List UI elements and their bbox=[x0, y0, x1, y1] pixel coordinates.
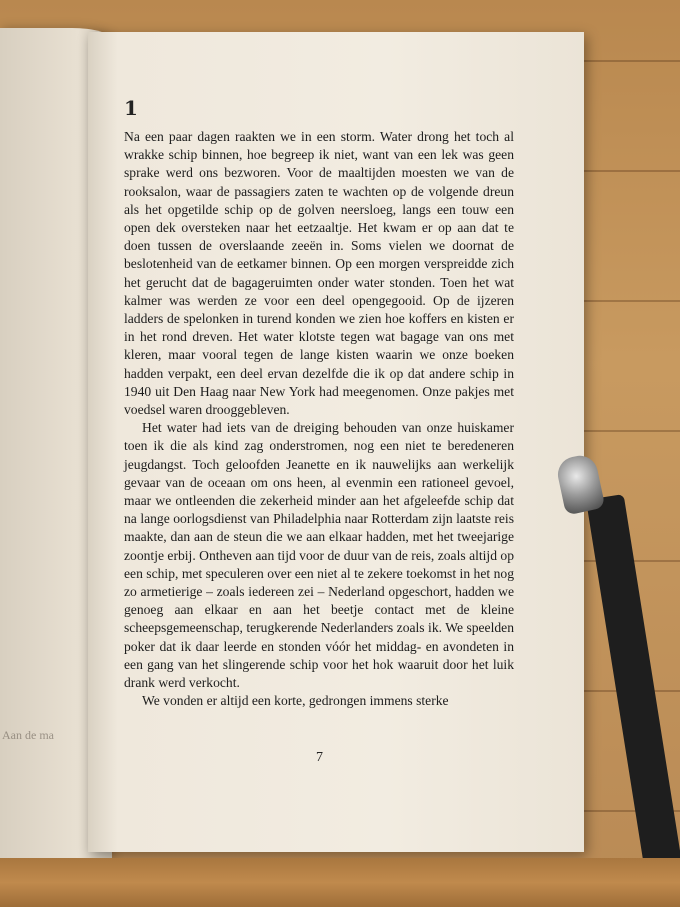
paragraph-1: Na een paar dagen raakten we in een storm. Water drong het toch al wrakke schip binnen, hoe begreep ik niet, want van een lek was geen sprake werd ons bezworen. Voor de maaltijden moesten we van de rooksalon, waar de passagiers zaten te wachten op de volgende dreun als het opgetilde schip op de golven neersloeg, langs een touw een open dek oversteken naar het eetzaaltje. Het kwam er op aan dat te doen tussen de overslaande zeeën in. Soms vielen we doornat de beslotenheid van de eetkamer binnen. Op een morgen verspreidde zich het gerucht dat de bagageruimten onder water stonden. Toen het wat kalmer was werden ze voor een deel opengegooid. Op de ijzeren ladders de spelonken in turend konden we zien hoe koffers en kisten er in het rond dreven. Het water klotste tegen wat bagage van ons met kleren, maar vooral tegen de lange kisten waarin we onze boeken hadden verpakt, een deel ervan dezelfde die ik op dat andere schip in 1940 uit Den Haag naar New York had meegenomen. Onze pakjes met voedsel waren drooggebleven. bbox=[124, 129, 514, 418]
page-holder-clip-arm bbox=[586, 494, 680, 895]
body-text bbox=[124, 128, 514, 711]
paragraph-2: Het water had iets van de dreiging behouden van onze huiskamer toen ik die als kind zag onderstromen, nog een niet te beredeneren jeugdangst. Toch geloofden Jeanette en ik nauwelijks aan werkelijk gevaar van de oceaan om ons heen, al evenmin een rationeel gevoel, maar we ontleenden die zekerheid minder aan het afgeleefde schip dat na lange oorlogsdienst van Philadelphia naar Rotterdam zijn laatste reis maakte, dan aan de steun die we aan elkaar hadden, met het tweejarige zoontje erbij. Ontheven aan tijd voor de duur van de reis, zoals altijd op een schip, met speculeren over een niet al te zekere toekomst in het nog zo armetierige – zoals iedereen zei – Nederland opgeschort, hadden we genoeg aan elkaar en aan het beetje contact met de kleine scheepsgemeenschap, terugkerende Nederlanders zoals ik. We speelden poker dat ik daar leerde en stonden vóór het middag- en avondeten in een gang van het slingerende schip voor het hok waaruit door het luik drank werd verkocht. bbox=[124, 420, 514, 691]
paragraph-3: We vonden er altijd een korte, gedrongen immens sterke bbox=[142, 693, 449, 709]
page-number: 7 bbox=[316, 750, 323, 765]
chapter-number: 1 bbox=[124, 96, 138, 120]
wooden-shelf bbox=[0, 858, 680, 907]
left-page-margin-text: Aan de ma bbox=[2, 728, 54, 742]
